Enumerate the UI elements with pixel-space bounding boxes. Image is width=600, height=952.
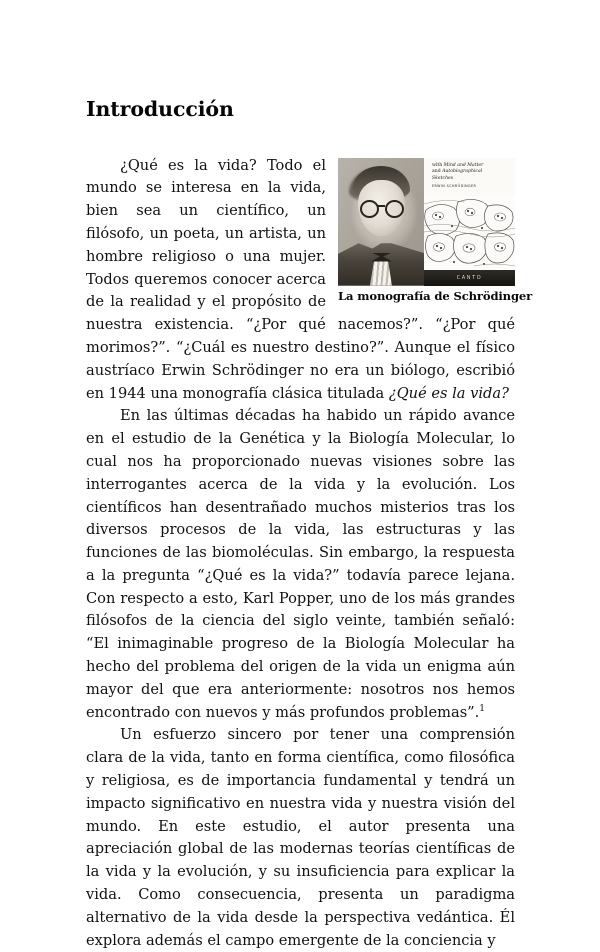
figure-caption: La monografía de Schrödinger — [338, 288, 533, 303]
book-cover-line2-prefix: and — [432, 169, 443, 175]
book-cover-header — [424, 158, 515, 196]
figure-schrodinger — [338, 158, 533, 303]
book-cover-cell-illustration — [424, 196, 515, 270]
book-cover-line3-italic: Sketches — [432, 175, 454, 181]
glasses-right-lens — [385, 200, 404, 218]
footnote-reference-1[interactable]: 1 — [479, 703, 486, 714]
paragraph-1-text: ¿Qué es la vida? Todo el mundo se interesa en la vida, bien sea un científico, un filósofo, un poeta, un artista, un hombre religioso o una mujer. Todos queremos conocer acerca de la realidad y el propósito de nuestra existencia. “¿Por qué nacemos?”. “¿Por qué morimos?”. “¿Cuál es nuestro destino?”. Aunque el físico austríaco Erwin Schrödinger no era un biólogo, escribió en 1944 una monografía clásica titulada — [86, 156, 515, 402]
paragraph-3 — [86, 724, 515, 952]
book-cover-line1-prefix: with — [432, 162, 444, 168]
book-cover-line2-italic: Autobiographical — [442, 169, 483, 175]
canto-publisher-logo: CANTO — [456, 274, 483, 281]
page-title: Introducción — [86, 97, 234, 121]
paragraph-2 — [86, 405, 515, 724]
paragraph-3-text: Un esfuerzo sincero por tener una comprensión clara de la vida, tanto en forma científica, como filosófica y religiosa, es de importancia fundamental y tendrá un impacto significativo en nuestra vida y nuestra visión del mundo. En este estudio, el autor presenta una apreciación global de las modernas teorías científicas de la vida y la evolución, y su insuficiencia para explicar la vida. Como consecuencia, presenta un paradigma alternativo de la vida desde la perspectiva vedántica. Él explora además el campo emergente de la conciencia y — [86, 726, 515, 949]
book-cover-author: ERWIN SCHRÖDINGER — [432, 183, 477, 188]
figure-image — [338, 158, 515, 286]
glasses-left-lens — [360, 200, 379, 218]
book-cover-line1-italic: Mind and Matter — [443, 162, 484, 168]
book-cover — [424, 158, 515, 286]
paragraph-1-italic-title: ¿Qué es la vida? — [388, 384, 509, 402]
book-cover-publisher-band — [424, 270, 515, 286]
glasses-bridge — [377, 205, 385, 207]
page-content — [86, 97, 533, 952]
round-glasses-icon — [358, 200, 406, 214]
schrodinger-portrait-photo — [338, 158, 424, 286]
paragraph-2-text: En las últimas décadas ha habido un rápido avance en el estudio de la Genética y la Biología Molecular, lo cual nos ha proporcionado nuevas visiones sobre las interrogantes acerca de la vida y la evolución. Los científicos han desentrañado muchos misterios tras los diversos procesos de la vida, las estructuras y las funciones de las biomoléculas. Sin embargo, la respuesta a la pregunta “¿Qué es la vida?” todavía parece lejana. Con respecto a esto, Karl Popper, uno de los más grandes filósofos de la ciencia del siglo veinte, también señaló: “El inimaginable progreso de la Biología Molecular ha hecho del problema del origen de la vida un enigma aún mayor del que era anteriormente: nosotros nos hemos encontrado con nuevos y más profundos problemas”. — [86, 407, 515, 721]
book-cover-subtitle — [432, 163, 510, 183]
